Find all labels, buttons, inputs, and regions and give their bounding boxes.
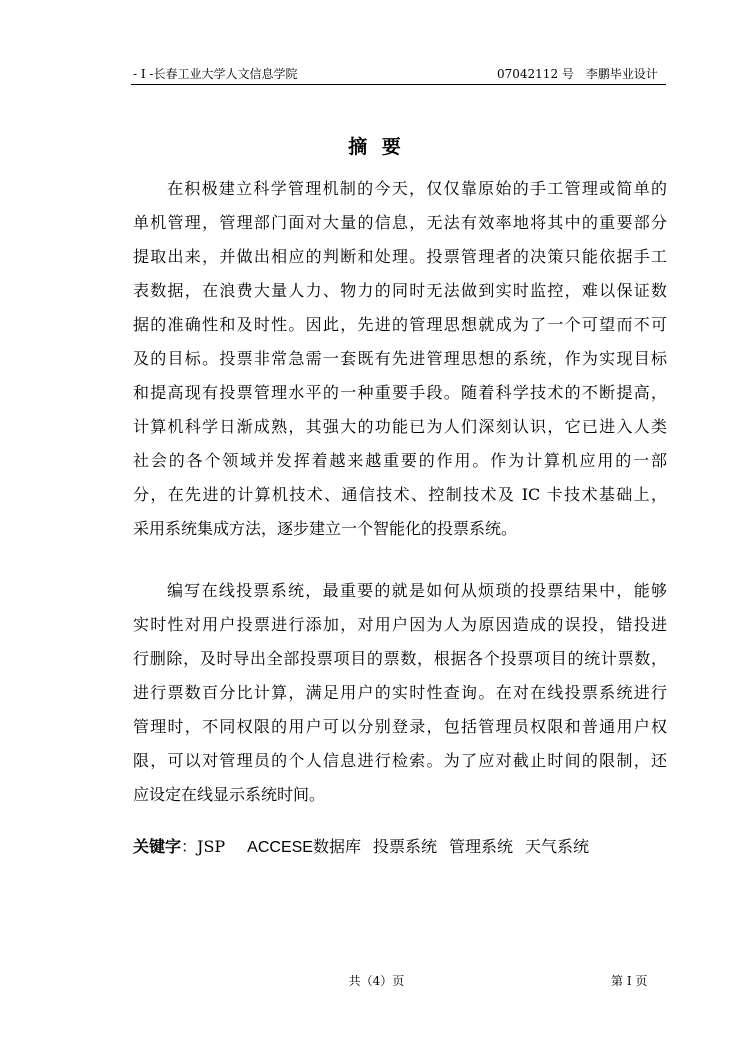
paragraph-line: 和提高现有投票管理水平的一种重要手段。随着科学技术的不断提高， xyxy=(133,383,667,402)
paragraph-line: 提取出来，并做出相应的判断和处理。投票管理者的决策只能依据手工 xyxy=(133,247,667,266)
paragraph-line: 表数据，在浪费大量人力、物力的同时无法做到实时监控，难以保证数 xyxy=(133,281,667,300)
paragraph-line: 进行票数百分比计算，满足用户的实时性查询。在对在线投票系统进行 xyxy=(133,683,667,702)
paragraph-line: 在积极建立科学管理机制的今天，仅仅靠原始的手工管理或简单的 xyxy=(167,179,667,198)
paragraph-line: 及的目标。投票非常急需一套既有先进管理思想的系统，作为实现目标 xyxy=(133,349,667,368)
paragraph-line: 计算机科学日渐成熟，其强大的功能已为人们深刻认识，它已进入人类 xyxy=(133,417,667,436)
abstract-title: 摘 要 xyxy=(348,136,405,158)
keyword-item: 投票系统 xyxy=(372,837,437,856)
paragraph-line: 行删除，及时导出全部投票项目的票数，根据各个投票项目的统计票数， xyxy=(133,649,667,668)
paragraph-line: 采用系统集成方法，逐步建立一个智能化的投票系统。 xyxy=(133,519,518,538)
paragraph-line: 据的准确性和及时性。因此，先进的管理思想就成为了一个可望而不可 xyxy=(133,315,667,334)
paragraph-line: 单机管理，管理部门面对大量的信息，无法有效率地将其中的重要部分 xyxy=(133,213,667,232)
paragraph-line: 实时性对用户投票进行添加，对用户因为人为原因造成的误投，错投进 xyxy=(133,615,667,634)
keyword-item: ACCESE xyxy=(247,839,313,856)
page-number-footer: 第 I 页 xyxy=(611,974,648,988)
keywords-line xyxy=(133,836,589,858)
keywords-colon: ： xyxy=(181,837,198,856)
keyword-item: 管理系统 xyxy=(449,837,514,856)
paragraph-line: 编写在线投票系统，最重要的就是如何从烦琐的投票结果中，能够 xyxy=(167,581,667,600)
keyword-item: JSP xyxy=(197,837,226,856)
paragraph-line: 限，可以对管理员的个人信息进行检索。为了应对截止时间的限制，还 xyxy=(133,751,667,770)
page-count-footer: 共（4）页 xyxy=(348,974,405,988)
keywords-label: 关键字 xyxy=(133,837,182,856)
paragraph-line: 应设定在线显示系统时间。 xyxy=(133,785,326,804)
paragraph-line: 社会的各个领域并发挥着越来越重要的作用。作为计算机应用的一部 xyxy=(133,451,667,470)
paragraph-line: 管理时，不同权限的用户可以分别登录，包括管理员权限和普通用户权 xyxy=(133,717,667,736)
header-right-text: 07042112 号 李鹏毕业设计 xyxy=(497,67,658,81)
header-left-text: - I -长春工业大学人文信息学院 xyxy=(133,67,298,81)
paragraph-line: 分，在先进的计算机技术、通信技术、控制技术及 IC 卡技术基础上， xyxy=(133,485,667,504)
keyword-item: 数据库 xyxy=(312,837,361,856)
page-header xyxy=(131,64,666,85)
keyword-item: 天气系统 xyxy=(525,837,590,856)
